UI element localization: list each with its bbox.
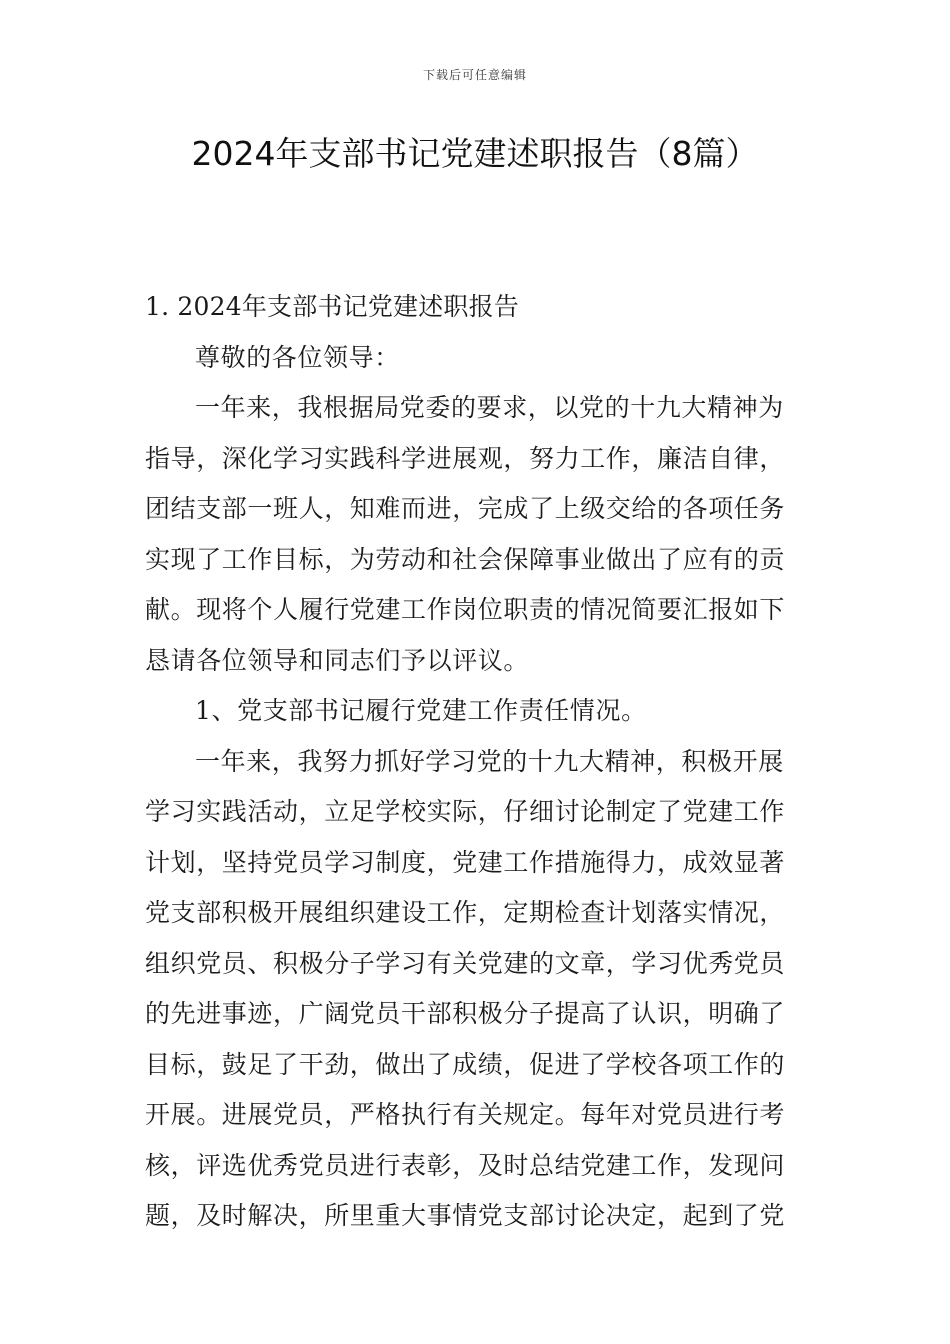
section-heading: 1. 2024年支部书记党建述职报告 xyxy=(145,292,520,321)
paragraph-line: 恳请各位领导和同志们予以评议。 xyxy=(145,645,530,675)
paragraph-line: 党支部积极开展组织建设工作，定期检查计划落实情况， xyxy=(145,898,786,927)
paragraph-line: 献。现将个人履行党建工作岗位职责的情况简要汇报如下 xyxy=(145,595,786,624)
paragraph-line: 题，及时解决，所里重大事情党支部讨论决定，起到了党 xyxy=(145,1201,786,1230)
paragraph-line: 一年来，我努力抓好学习党的十九大精神，积极开展 xyxy=(195,746,784,776)
paragraph-line: 组织党员、积极分子学习有关党建的文章，学习优秀党员 xyxy=(145,948,786,978)
paragraph-line: 核，评选优秀党员进行表彰，及时总结党建工作，发现问 xyxy=(145,1150,786,1180)
paragraph-line: 目标，鼓足了干劲，做出了成绩，促进了学校各项工作的 xyxy=(145,1049,786,1079)
header-note: 下载后可任意编辑 xyxy=(422,68,527,82)
paragraph-line: 指导，深化学习实践科学进展观，努力工作，廉洁自律， xyxy=(145,443,786,473)
document-body xyxy=(145,282,809,1242)
paragraph-line: 实现了工作目标，为劳动和社会保障事业做出了应有的贡 xyxy=(145,544,786,574)
paragraph-line: 计划，坚持党员学习制度，党建工作措施得力，成效显著 xyxy=(145,847,786,877)
paragraph-line: 一年来，我根据局党委的要求，以党的十九大精神为 xyxy=(195,393,784,422)
salutation: 尊敬的各位领导： xyxy=(195,342,400,372)
paragraph-line: 的先进事迹，广阔党员干部积极分子提高了认识，明确了 xyxy=(145,999,786,1028)
document-title: 2024年支部书记党建述职报告（8篇） xyxy=(191,134,759,173)
paragraph-line: 开展。进展党员，严格执行有关规定。每年对党员进行考 xyxy=(145,1100,786,1129)
subheading: 1、党支部书记履行党建工作责任情况。 xyxy=(195,696,647,725)
paragraph-line: 学习实践活动，立足学校实际，仔细讨论制定了党建工作 xyxy=(145,797,786,826)
paragraph-line: 团结支部一班人，知难而进，完成了上级交给的各项任务 xyxy=(145,494,786,523)
